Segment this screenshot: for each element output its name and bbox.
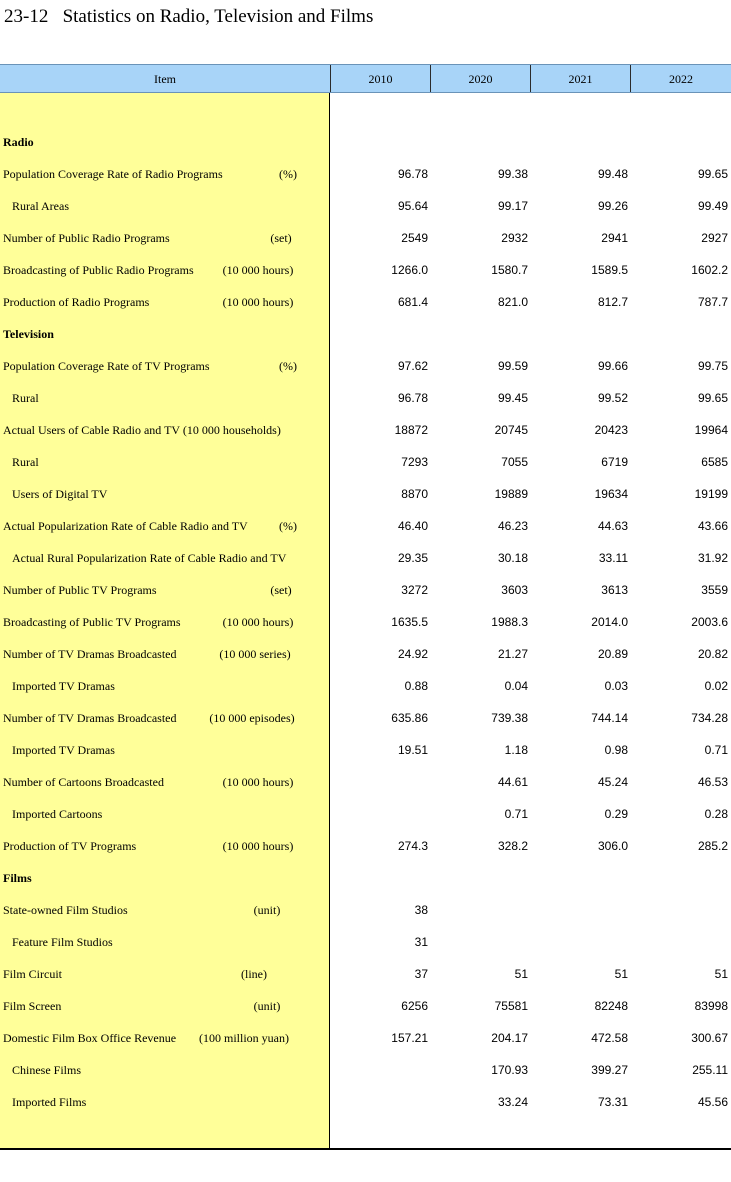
table-row — [0, 510, 731, 542]
cell-2022: 45.56 — [697, 1095, 728, 1109]
cell-2020: 21.27 — [497, 647, 528, 661]
row-unit: (10 000 series) — [219, 647, 291, 661]
row-label: Users of Digital TV — [12, 487, 108, 501]
cell-2020: 1580.7 — [491, 263, 528, 277]
section-row — [0, 862, 731, 894]
cell-2022: 1602.2 — [691, 263, 728, 277]
table-row — [0, 222, 731, 254]
cell-2021: 0.03 — [604, 679, 628, 693]
cell-2021 — [530, 926, 628, 958]
cell-2020: 99.59 — [497, 359, 528, 373]
cell-2020: 33.24 — [497, 1095, 528, 1109]
cell-2010: 18872 — [394, 423, 428, 437]
cell-2021: 2014.0 — [591, 615, 628, 629]
table-bottom-rule — [0, 1148, 731, 1150]
row-unit: (%) — [279, 519, 297, 533]
cell-2022: 20.82 — [697, 647, 728, 661]
cell-2020: 75581 — [494, 999, 528, 1013]
row-label: Number of TV Dramas Broadcasted — [3, 711, 177, 725]
table-row — [0, 638, 731, 670]
table-row — [0, 414, 731, 446]
column-header-2022: 2022 — [669, 72, 693, 86]
row-label: Number of Public TV Programs — [3, 583, 157, 597]
cell-2021: 20423 — [594, 423, 628, 437]
cell-2020 — [430, 894, 528, 926]
cell-2020: 739.38 — [491, 711, 528, 725]
cell-2022: 3559 — [701, 583, 728, 597]
table-title: 23-12 Statistics on Radio, Television and Films — [4, 6, 374, 27]
cell-2022: 0.71 — [704, 743, 728, 757]
cell-2020: 51 — [514, 967, 528, 981]
cell-2022: 787.7 — [697, 295, 728, 309]
cell-2010: 38 — [414, 903, 428, 917]
table-row — [0, 1054, 731, 1086]
cell-2022: 19199 — [694, 487, 728, 501]
section-row — [0, 126, 731, 158]
column-header-2020: 2020 — [468, 72, 493, 86]
cell-2021: 73.31 — [597, 1095, 628, 1109]
cell-2021: 306.0 — [597, 839, 628, 853]
cell-2021: 33.11 — [598, 551, 628, 565]
row-unit: (10 000 hours) — [222, 263, 294, 277]
column-header-2021: 2021 — [568, 72, 593, 86]
cell-2010: 0.88 — [404, 679, 428, 693]
row-unit: (10 000 hours) — [222, 295, 294, 309]
row-label: Imported TV Dramas — [12, 679, 115, 693]
cell-2022: 99.65 — [697, 167, 728, 181]
row-label: Rural Areas — [12, 199, 69, 213]
row-label: Number of Public Radio Programs — [3, 231, 170, 245]
cell-2020: 1.18 — [504, 743, 528, 757]
cell-2021: 812.7 — [597, 295, 628, 309]
cell-2021: 3613 — [601, 583, 628, 597]
row-label: Film Screen — [3, 999, 62, 1013]
cell-2010: 97.62 — [397, 359, 428, 373]
row-label: Rural — [12, 391, 39, 405]
table-row — [0, 830, 731, 862]
cell-2020: 204.17 — [491, 1031, 528, 1045]
row-label: Population Coverage Rate of TV Programs — [3, 359, 210, 373]
cell-2021: 399.27 — [591, 1063, 628, 1077]
table-row — [0, 926, 731, 958]
table-row — [0, 766, 731, 798]
table-header — [0, 64, 731, 93]
cell-2010 — [330, 766, 428, 798]
cell-2010: 29.35 — [397, 551, 428, 565]
row-unit: (line) — [241, 967, 267, 981]
table-row — [0, 190, 731, 222]
row-unit: (10 000 hours) — [222, 839, 294, 853]
table-row — [0, 574, 731, 606]
row-unit: (unit) — [253, 999, 281, 1013]
row-unit: (set) — [270, 231, 292, 245]
cell-2020: 46.23 — [497, 519, 528, 533]
cell-2020: 99.17 — [497, 199, 528, 213]
cell-2020: 44.61 — [497, 775, 528, 789]
cell-2022: 51 — [714, 967, 728, 981]
row-label: Broadcasting of Public TV Programs — [3, 615, 181, 629]
cell-2020: 7055 — [501, 455, 528, 469]
cell-2010: 635.86 — [391, 711, 428, 725]
cell-2020: 2932 — [501, 231, 528, 245]
row-label: Actual Rural Popularization Rate of Cable Radio and TV — [12, 551, 287, 565]
row-label: Production of Radio Programs — [3, 295, 150, 309]
cell-2010: 3272 — [401, 583, 428, 597]
cell-2021: 1589.5 — [591, 263, 628, 277]
cell-2020: 3603 — [501, 583, 528, 597]
cell-2020: 20745 — [494, 423, 528, 437]
row-unit: (%) — [279, 359, 297, 373]
row-label: Production of TV Programs — [3, 839, 137, 853]
cell-2020: 821.0 — [497, 295, 528, 309]
cell-2021: 99.26 — [597, 199, 628, 213]
table-row — [0, 254, 731, 286]
column-header-item: Item — [154, 72, 176, 86]
table-row — [0, 350, 731, 382]
table-row — [0, 670, 731, 702]
cell-2020: 30.18 — [497, 551, 528, 565]
cell-2022: 2003.6 — [691, 615, 728, 629]
cell-2010: 31 — [414, 935, 428, 949]
cell-2021: 19634 — [594, 487, 628, 501]
cell-2020: 99.45 — [497, 391, 528, 405]
cell-2022: 2927 — [701, 231, 728, 245]
cell-2020: 328.2 — [497, 839, 528, 853]
cell-2022 — [630, 926, 728, 958]
row-label: Imported TV Dramas — [12, 743, 115, 757]
table-row — [0, 446, 731, 478]
row-unit: (10 000 hours) — [222, 615, 294, 629]
cell-2022: 285.2 — [697, 839, 728, 853]
row-label: Chinese Films — [12, 1063, 82, 1077]
row-unit: (set) — [270, 583, 292, 597]
cell-2022: 6585 — [701, 455, 728, 469]
table-row — [0, 158, 731, 190]
section-heading: Films — [3, 871, 32, 885]
table-row — [0, 286, 731, 318]
cell-2010: 46.40 — [397, 519, 428, 533]
table-row — [0, 382, 731, 414]
table-row — [0, 990, 731, 1022]
cell-2020: 0.71 — [504, 807, 528, 821]
cell-2022: 31.92 — [697, 551, 728, 565]
row-label: Rural — [12, 455, 39, 469]
cell-2010: 37 — [414, 967, 428, 981]
cell-2010: 1635.5 — [391, 615, 428, 629]
table-body — [0, 126, 731, 1118]
table-row — [0, 1086, 731, 1118]
section-heading: Radio — [3, 135, 34, 149]
cell-2021: 0.29 — [604, 807, 628, 821]
row-unit: (%) — [279, 167, 297, 181]
cell-2010: 95.64 — [397, 199, 428, 213]
cell-2021: 472.58 — [591, 1031, 628, 1045]
cell-2021: 99.48 — [597, 167, 628, 181]
row-label: Feature Film Studios — [12, 935, 113, 949]
table-row — [0, 1022, 731, 1054]
row-label: Actual Users of Cable Radio and TV (10 000 households) — [3, 423, 281, 437]
cell-2022: 46.53 — [697, 775, 728, 789]
cell-2010: 7293 — [401, 455, 428, 469]
row-label: Number of Cartoons Broadcasted — [3, 775, 164, 789]
table-row — [0, 478, 731, 510]
cell-2021: 99.52 — [597, 391, 628, 405]
cell-2022: 99.65 — [697, 391, 728, 405]
table-row — [0, 958, 731, 990]
row-unit: (10 000 episodes) — [209, 711, 295, 725]
cell-2010 — [330, 798, 428, 830]
cell-2021: 51 — [614, 967, 628, 981]
cell-2021: 744.14 — [591, 711, 628, 725]
cell-2022: 83998 — [694, 999, 728, 1013]
cell-2010: 681.4 — [397, 295, 428, 309]
row-label: State-owned Film Studios — [3, 903, 128, 917]
cell-2021: 0.98 — [604, 743, 628, 757]
cell-2020: 99.38 — [497, 167, 528, 181]
cell-2010: 96.78 — [397, 167, 428, 181]
cell-2010: 2549 — [401, 231, 428, 245]
cell-2010: 96.78 — [397, 391, 428, 405]
row-label: Film Circuit — [3, 967, 63, 981]
cell-2022: 734.28 — [691, 711, 728, 725]
cell-2022: 99.75 — [697, 359, 728, 373]
section-row — [0, 318, 731, 350]
table-row — [0, 702, 731, 734]
row-unit: (100 million yuan) — [199, 1031, 289, 1045]
row-unit: (unit) — [253, 903, 281, 917]
cell-2021: 99.66 — [597, 359, 628, 373]
row-label: Imported Cartoons — [12, 807, 103, 821]
cell-2021: 45.24 — [597, 775, 628, 789]
cell-2021: 82248 — [594, 999, 628, 1013]
cell-2010: 24.92 — [397, 647, 428, 661]
cell-2022: 255.11 — [692, 1063, 728, 1077]
cell-2010 — [330, 1086, 428, 1118]
cell-2010: 6256 — [401, 999, 428, 1013]
row-unit: (10 000 hours) — [222, 775, 294, 789]
cell-2010: 8870 — [401, 487, 428, 501]
cell-2021: 2941 — [601, 231, 628, 245]
table-row — [0, 542, 731, 574]
row-label: Domestic Film Box Office Revenue — [3, 1031, 177, 1045]
row-label: Number of TV Dramas Broadcasted — [3, 647, 177, 661]
cell-2020: 170.93 — [491, 1063, 528, 1077]
cell-2022: 99.49 — [697, 199, 728, 213]
table-row — [0, 734, 731, 766]
section-heading: Television — [3, 327, 54, 341]
cell-2022: 0.28 — [704, 807, 728, 821]
column-header-2010: 2010 — [368, 72, 393, 86]
cell-2020: 1988.3 — [491, 615, 528, 629]
row-label: Actual Popularization Rate of Cable Radio and TV — [3, 519, 248, 533]
cell-2021: 6719 — [601, 455, 628, 469]
table-row — [0, 606, 731, 638]
row-label: Broadcasting of Public Radio Programs — [3, 263, 194, 277]
cell-2021: 20.89 — [597, 647, 628, 661]
cell-2022: 19964 — [694, 423, 728, 437]
cell-2022: 300.67 — [691, 1031, 728, 1045]
row-label: Imported Films — [12, 1095, 87, 1109]
cell-2021 — [530, 894, 628, 926]
cell-2022 — [630, 894, 728, 926]
cell-2022: 43.66 — [697, 519, 728, 533]
table-row — [0, 894, 731, 926]
cell-2020 — [430, 926, 528, 958]
table-row — [0, 798, 731, 830]
cell-2020: 0.04 — [504, 679, 528, 693]
cell-2010: 157.21 — [391, 1031, 428, 1045]
row-label: Population Coverage Rate of Radio Programs — [3, 167, 223, 181]
cell-2010: 1266.0 — [391, 263, 428, 277]
cell-2022: 0.02 — [704, 679, 728, 693]
cell-2020: 19889 — [494, 487, 528, 501]
cell-2010: 274.3 — [397, 839, 428, 853]
cell-2010 — [330, 1054, 428, 1086]
cell-2021: 44.63 — [597, 519, 628, 533]
cell-2010: 19.51 — [397, 743, 428, 757]
